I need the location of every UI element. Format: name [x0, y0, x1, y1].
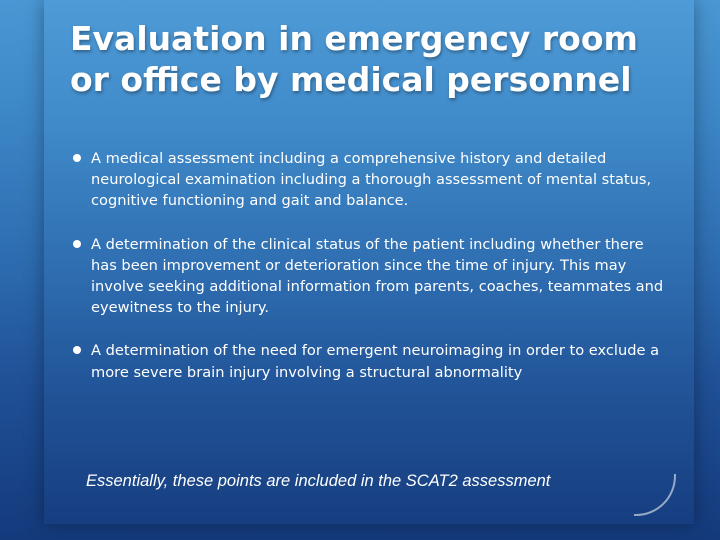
- bullet-dot-icon: [73, 240, 81, 248]
- bullet-dot-icon: [73, 154, 81, 162]
- bullet-item: [70, 148, 670, 212]
- slide-title: Evaluation in emergency room or office by medical personnel: [70, 19, 638, 99]
- bullet-item: [70, 340, 670, 382]
- footnote: Essentially, these points are included in the SCAT2 assessment: [86, 472, 551, 490]
- bullet-item: [70, 234, 670, 319]
- bullet-dot-icon: [73, 346, 81, 354]
- bullet-text: A determination of the clinical status of the patient including whether there has been improvement or deterioration since the time of injury. This may involve seeking additional information from parents, coaches, teammates and eyewitness to the injury.: [91, 235, 664, 317]
- corner-decoration: [634, 474, 676, 516]
- bullet-text: A determination of the need for emergent neuroimaging in order to exclude a more severe brain injury involving a structural abnormality: [91, 342, 660, 381]
- bullet-text: A medical assessment including a comprehensive history and detailed neurological examination including a thorough assessment of mental status, cognitive functioning and gait and balance.: [91, 150, 652, 210]
- bullet-list: [70, 148, 670, 383]
